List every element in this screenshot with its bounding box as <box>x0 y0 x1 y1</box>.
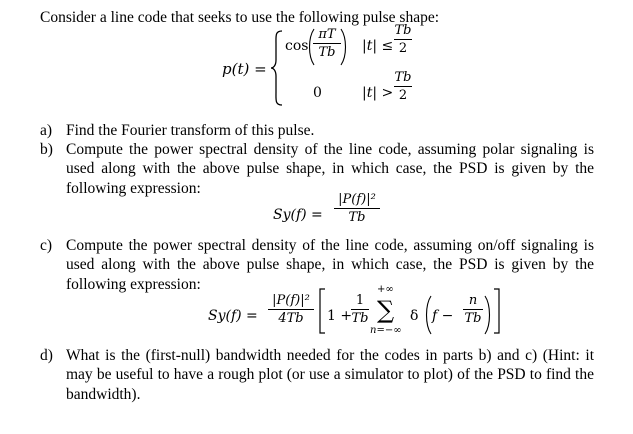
eq-c-delta: δ <box>410 308 419 324</box>
item-a-text: Find the Fourier transform of this pulse. <box>66 122 315 139</box>
eq-c-f-minus: f − <box>432 308 454 324</box>
eq-c-sum-lower: n=−∞ <box>370 325 402 336</box>
case2-cond-num: Tb <box>394 70 412 85</box>
eq-c-fraction <box>268 293 314 326</box>
eq-c-n-num: n <box>468 293 478 308</box>
item-b-label: b) <box>40 141 53 158</box>
case1-cond-num: Tb <box>394 23 412 38</box>
item-a-label: a) <box>40 122 53 139</box>
eq-c-bracket-left <box>318 288 326 334</box>
eq-c-inner-fraction <box>351 293 369 326</box>
eq-c-den: 4Tb <box>278 311 304 326</box>
item-d-text: What is the (first-null) bandwidth needed for the codes in parts b) and c) (Hint: it may be useful to have a rough plot (or use a simulator to plot) of the PSD to find the bandwidth). <box>66 347 594 403</box>
intro-text: Consider a line code that seeks to use the following pulse shape: <box>40 9 440 26</box>
case2-cond-den: 2 <box>398 88 408 103</box>
eq-c-inner-den: Tb <box>351 311 369 326</box>
pulse-brace <box>270 30 284 106</box>
eq-c-sum-upper: +∞ <box>377 284 394 295</box>
cos-arg-num: πT <box>318 27 336 42</box>
eq-c-paren-right <box>484 295 492 335</box>
eq-b-fraction <box>334 192 380 225</box>
item-d-label: d) <box>40 347 53 364</box>
eq-c-n-fraction <box>463 293 483 326</box>
eq-c-n-den: Tb <box>464 311 482 326</box>
cos-arg-fraction <box>313 27 341 60</box>
item-c-text: Compute the power spectral density of the line code, assuming on/off signaling is used along with the above pulse shape, in which case, the PSD is given by the following expression: <box>66 237 594 293</box>
case1-condition: |t| ≤ <box>362 38 394 54</box>
eq-b-num: |P(f)|² <box>338 192 376 207</box>
case1-cond-den: 2 <box>398 41 408 56</box>
item-c-label: c) <box>40 237 53 254</box>
eq-c-one-plus: 1 + <box>327 308 353 324</box>
cos-paren-right <box>340 28 348 66</box>
eq-c-sum-sign: ∑ <box>377 296 395 324</box>
item-b-text: Compute the power spectral density of the line code, assuming polar signaling is used along with the above pulse shape, in which case, the PSD is given by the following expression: <box>66 141 594 197</box>
eq-c-inner-num: 1 <box>355 293 365 308</box>
eq-c-num: |P(f)|² <box>272 293 310 308</box>
eq-c-paren-left <box>424 295 432 335</box>
eq-b-lhs: Sy(f) = <box>273 207 323 223</box>
eq-c-bracket-right <box>493 288 501 334</box>
eq-b-den: Tb <box>348 210 366 225</box>
case2-value: 0 <box>313 85 322 101</box>
pulse-lhs: p(t) = <box>222 60 267 78</box>
case2-condition: |t| > <box>362 85 394 101</box>
eq-c-lhs: Sy(f) = <box>208 308 258 324</box>
case2-cond-fraction <box>394 70 412 103</box>
case1-cond-fraction <box>394 23 412 56</box>
cos-arg-den: Tb <box>318 45 336 60</box>
cos-func: cos <box>285 38 309 54</box>
